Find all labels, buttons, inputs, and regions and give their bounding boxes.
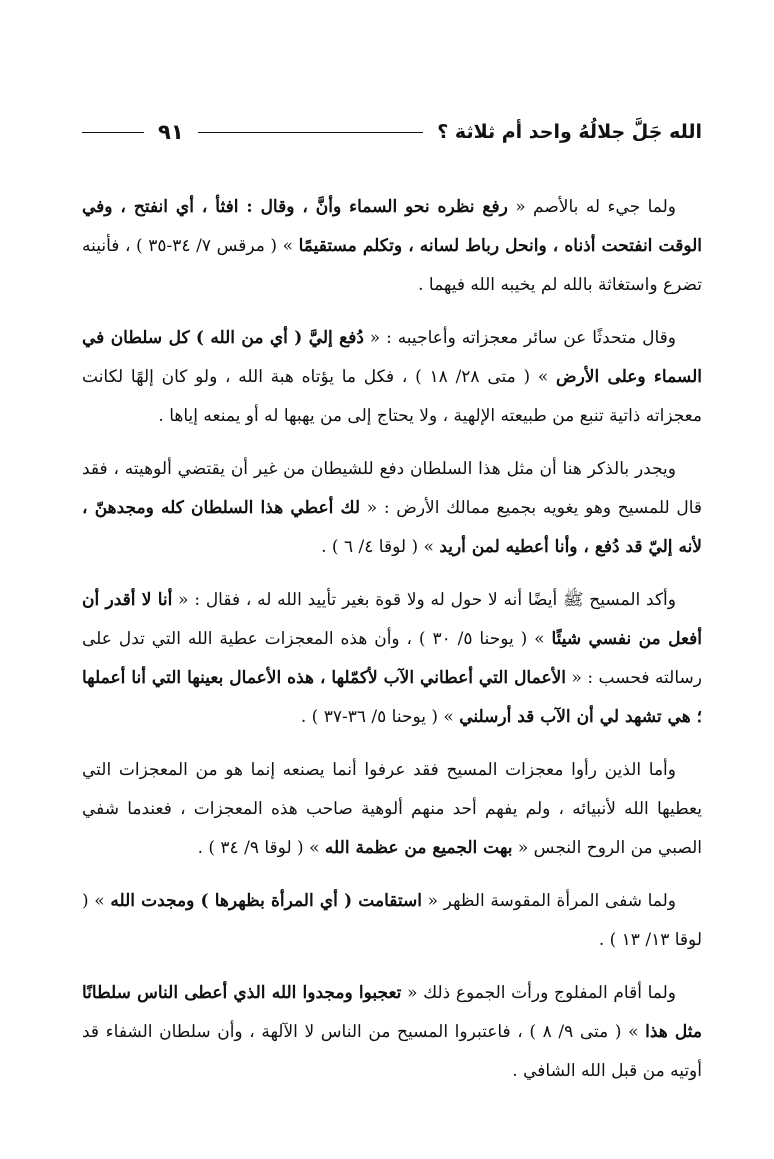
paragraph bbox=[82, 974, 702, 1091]
body-text: » ( يوحنا ٥/ ٣٠ ) ، وأن هذه المعجزات عطية الله التي تدل على رسالته فحسب : « bbox=[82, 629, 702, 688]
body-text: ويجدر بالذكر هنا أن مثل هذا السلطان دفع للشيطان من غير أن يقتضي ألوهيته ، فقد قال للمسيح وهو يغويه بجميع ممالك الأرض : « bbox=[82, 459, 703, 518]
main-text bbox=[82, 188, 702, 1105]
paragraph bbox=[82, 751, 702, 868]
quote-text: الأعمال التي أعطاني الآب لأكمّلها ، هذه الأعمال بعينها التي أنا أعملها ؛ هي تشهد لي أن الآب قد أرسلني bbox=[82, 668, 702, 727]
page-number: ٩١ bbox=[158, 120, 184, 144]
quote-text: لك أعطي هذا السلطان كله ومجدهنّ ، لأنه إليّ قد دُفع ، وأنا أعطيه لمن أريد bbox=[82, 498, 702, 557]
body-text: » ( متى ٩/ ٨ ) ، فاعتبروا المسيح من الناس لا الآلهة ، وأن سلطان الشفاء قد أوتيه من قبل الله الشافي . bbox=[82, 1022, 702, 1081]
paragraph bbox=[82, 319, 702, 436]
quote-text: تعجبوا ومجدوا الله الذي أعطى الناس سلطانًا مثل هذا bbox=[82, 983, 703, 1042]
header-rule bbox=[198, 132, 424, 133]
paragraph bbox=[82, 450, 702, 567]
quote-text: رفع نظره نحو السماء وأنَّ ، وقال : افثأ ، أي انفتح ، وفي الوقت انفتحت أذناه ، وانحل رباط لسانه ، وتكلم مستقيمًا bbox=[82, 197, 703, 256]
body-text: وأما الذين رأوا معجزات المسيح فقد عرفوا أنما يصنعه إنما هو من المعجزات التي يعطيها الله لأنبيائه ، ولم يفهم أحد منهم ألوهية صاحب هذه المعجزات ، فعندما شفي الصبي من الروح النجس « bbox=[82, 760, 702, 858]
body-text: ولما أقام المفلوج ورأت الجموع ذلك « bbox=[401, 983, 676, 1003]
body-text: » ( لوقا ٩/ ٣٤ ) . bbox=[197, 838, 325, 858]
body-text: » ( مرقس ٧/ ٣٤-٣٥ ) ، فأنينه تضرع واستغاثة بالله لم يخيبه الله فيهما . bbox=[82, 236, 702, 295]
paragraph bbox=[82, 581, 702, 737]
quote-text: بهت الجميع من عظمة الله bbox=[324, 838, 513, 858]
running-header bbox=[82, 112, 702, 152]
body-text: ولما شفى المرأة المقوسة الظهر « bbox=[421, 891, 676, 911]
body-text: وقال متحدثًا عن سائر معجزاته وأعاجيبه : « bbox=[363, 328, 676, 348]
body-text: وأكد المسيح ﷺ أيضًا أنه لا حول له ولا قوة بغير تأييد الله له ، فقال : « bbox=[172, 590, 676, 610]
body-text: » ( لوقا ١٣/ ١٣ ) . bbox=[82, 891, 702, 950]
header-title: الله جَلَّ جلالُهُ واحد أم ثلاثة ؟ bbox=[437, 121, 702, 143]
header-rule-short bbox=[82, 132, 144, 133]
paragraph bbox=[82, 188, 702, 305]
body-text: » ( متى ٢٨/ ١٨ ) ، فكل ما يؤتاه هبة الله ، ولو كان إلهًا لكانت معجزاته ذاتية تنبع من طبيعته الإلهية ، ولا يحتاج إلى من يهبها له أو يمنعه إياها . bbox=[82, 367, 702, 426]
body-text: ولما جيء له بالأصم « bbox=[507, 197, 677, 217]
body-text: » ( لوقا ٤/ ٦ ) . bbox=[321, 537, 440, 557]
quote-text: دُفع إليَّ ( أي من الله ) كل سلطان في السماء وعلى الأرض bbox=[82, 328, 702, 387]
body-text: » ( يوحنا ٥/ ٣٦-٣٧ ) . bbox=[300, 707, 460, 727]
quote-text: أنا لا أقدر أن أفعل من نفسي شيئًا bbox=[82, 590, 702, 649]
paragraph bbox=[82, 882, 702, 960]
quote-text: استقامت ( أي المرأة بظهرها ) ومجدت الله bbox=[110, 891, 422, 911]
